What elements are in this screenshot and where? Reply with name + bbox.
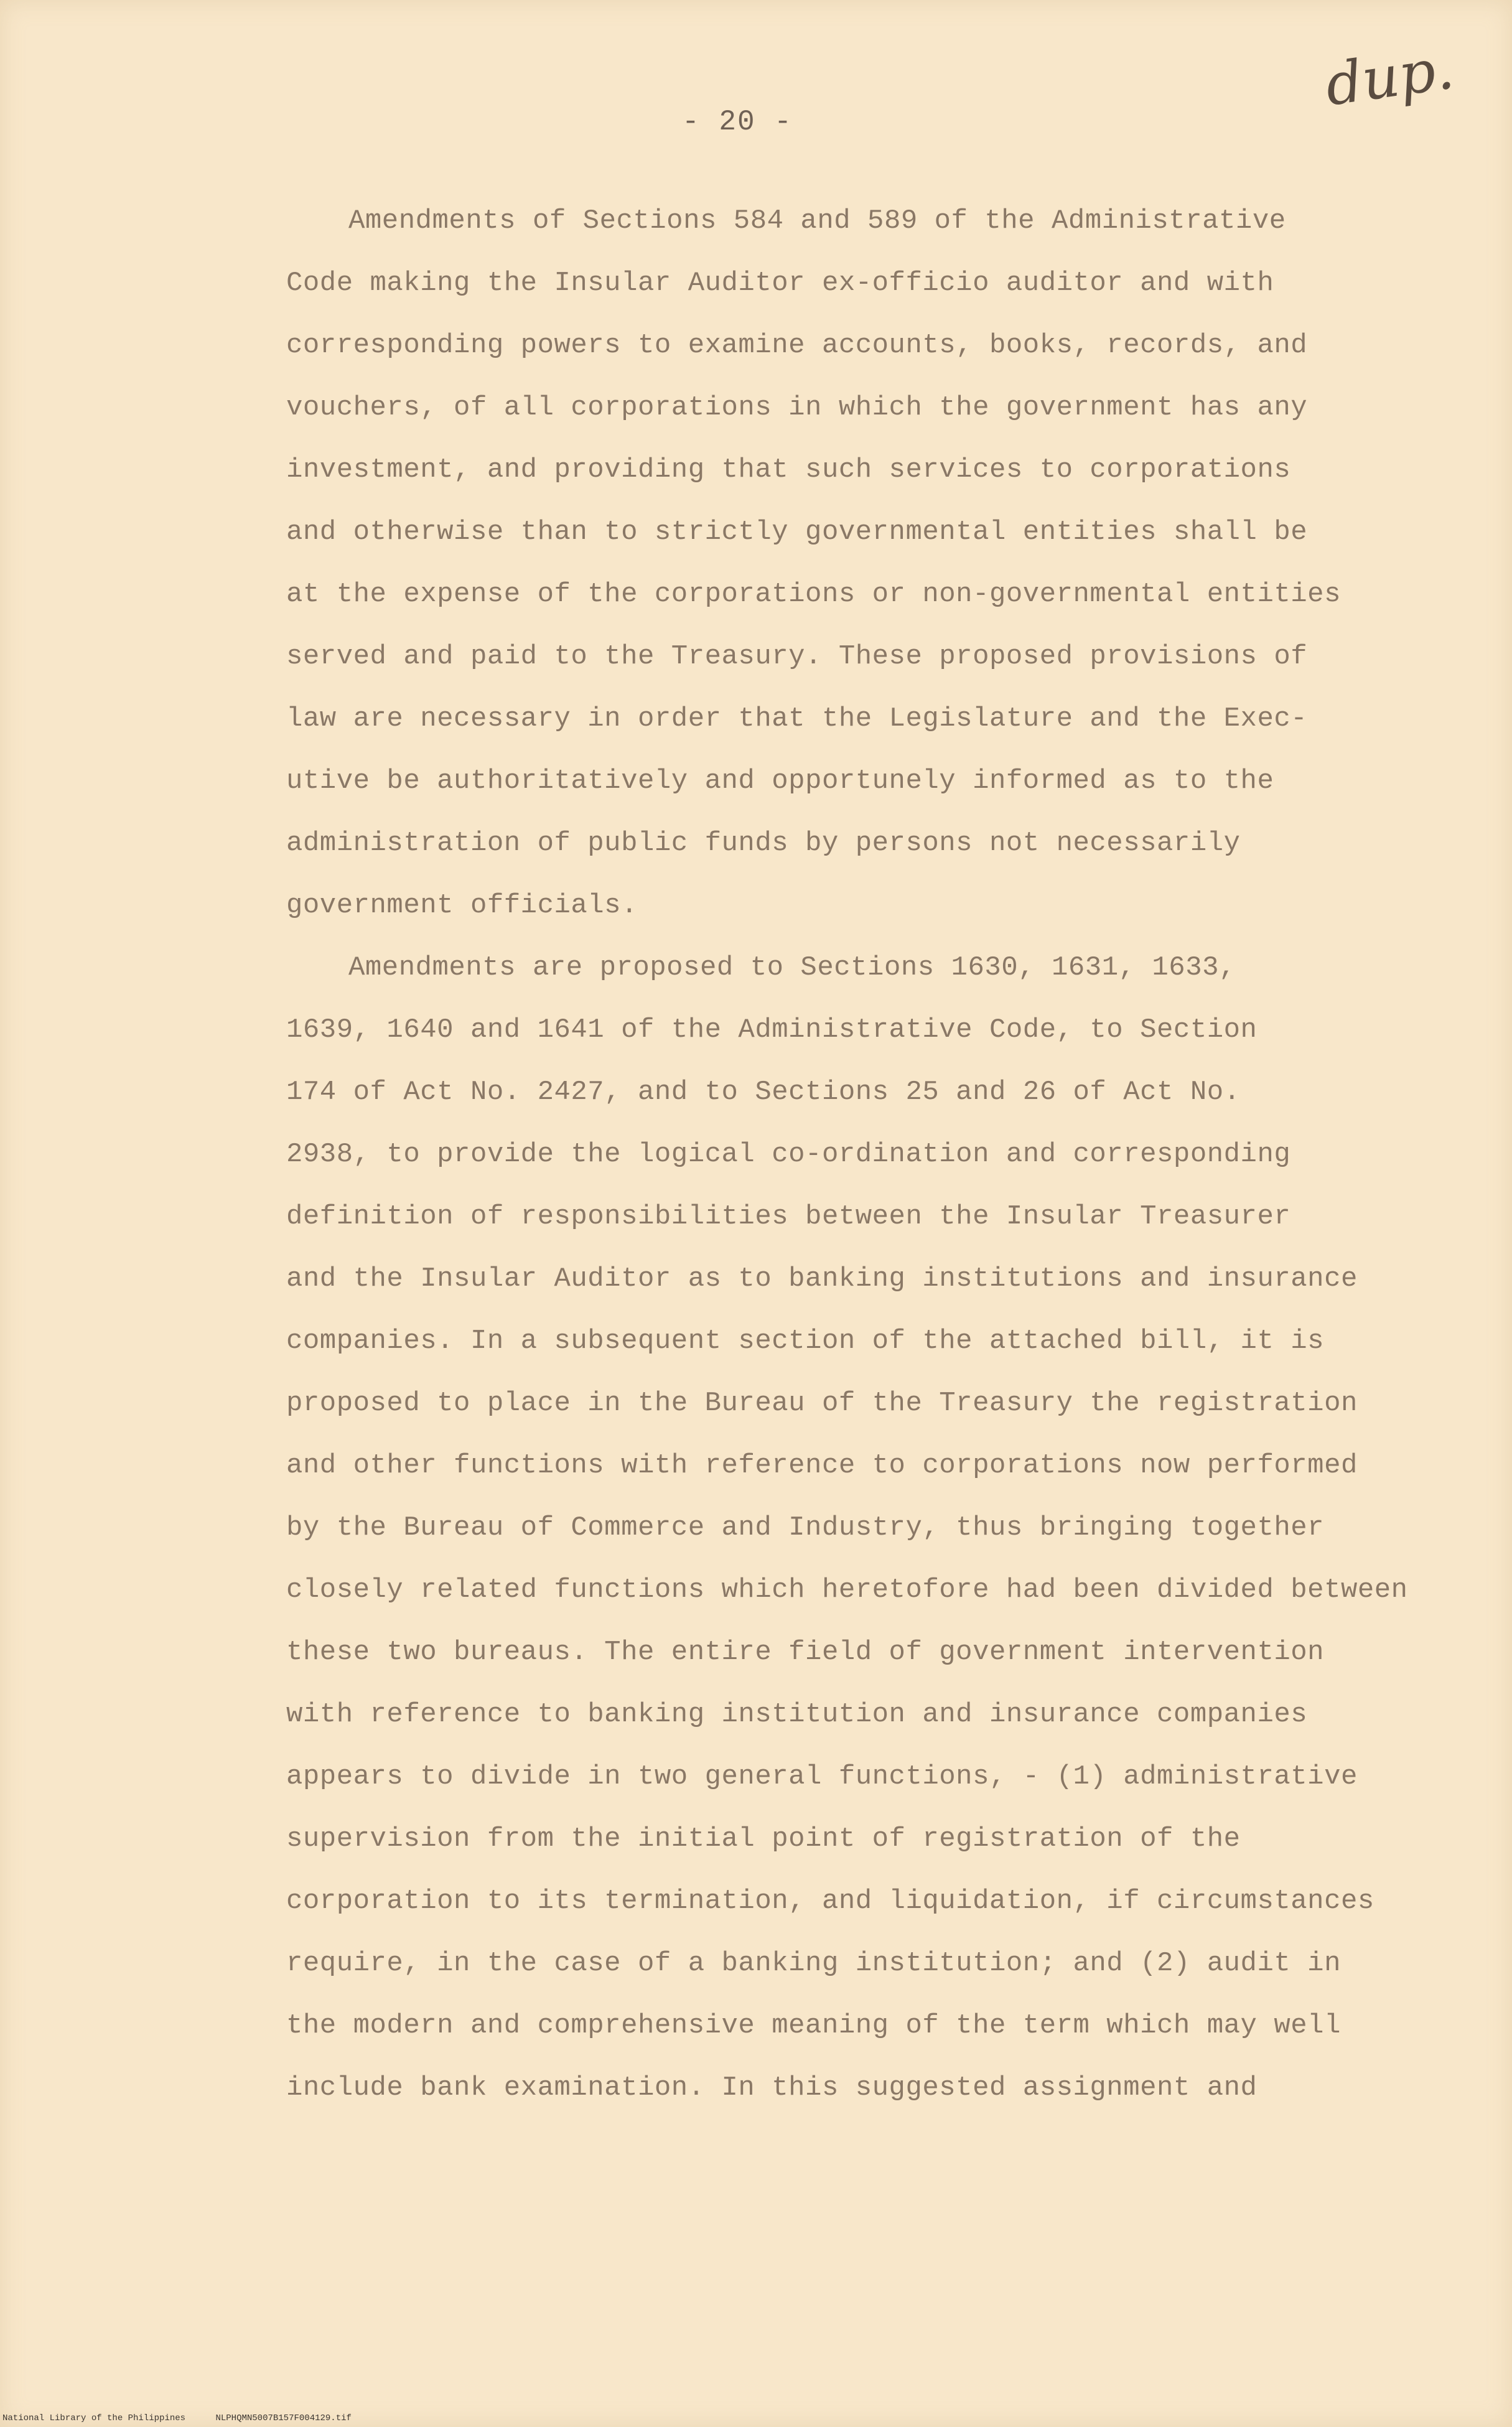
text-line: these two bureaus. The entire field of government intervention <box>286 1637 1325 1668</box>
text-line: with reference to banking institution and insurance companies <box>286 1699 1308 1730</box>
text-line: 174 of Act No. 2427, and to Sections 25 and 26 of Act No. <box>286 1077 1241 1108</box>
text-line: require, in the case of a banking institution; and (2) audit in <box>286 1948 1341 1979</box>
text-line: Code making the Insular Auditor ex-officio auditor and with <box>286 268 1274 299</box>
text-line: corresponding powers to examine accounts, books, records, and <box>286 330 1308 361</box>
handwritten-annotation: dup. <box>1321 35 1458 119</box>
text-line: served and paid to the Treasury. These proposed provisions of <box>286 641 1308 672</box>
text-line: utive be authoritatively and opportunely informed as to the <box>286 765 1274 797</box>
text-line: closely related functions which heretofore had been divided between <box>286 1574 1408 1606</box>
text-line: supervision from the initial point of registration of the <box>286 1823 1241 1854</box>
text-line: and the Insular Auditor as to banking institutions and insurance <box>286 1263 1358 1294</box>
text-line: by the Bureau of Commerce and Industry, thus bringing together <box>286 1512 1325 1543</box>
footer-filename: NLPHQMN5007B157F004129.tif <box>215 2413 352 2423</box>
text-line: law are necessary in order that the Legislature and the Exec- <box>286 703 1308 734</box>
text-line: vouchers, of all corporations in which the government has any <box>286 392 1308 423</box>
text-line: corporation to its termination, and liquidation, if circumstances <box>286 1886 1374 1917</box>
text-line: at the expense of the corporations or non-governmental entities <box>286 579 1341 610</box>
text-line: administration of public funds by persons not necessarily <box>286 828 1241 859</box>
text-line: the modern and comprehensive meaning of the term which may well <box>286 2010 1341 2041</box>
text-line: proposed to place in the Bureau of the Treasury the registration <box>286 1388 1358 1419</box>
text-line: Amendments of Sections 584 and 589 of the Administrative <box>348 205 1286 236</box>
body-text <box>286 199 1408 2128</box>
text-line: investment, and providing that such services to corporations <box>286 454 1291 485</box>
scan-footer <box>2 2413 352 2423</box>
text-line: and otherwise than to strictly governmental entities shall be <box>286 517 1308 548</box>
text-line: Amendments are proposed to Sections 1630, 1631, 1633, <box>348 952 1236 983</box>
text-line: government officials. <box>286 890 638 921</box>
footer-library: National Library of the Philippines <box>2 2413 186 2423</box>
page-number: - 20 - <box>682 106 793 138</box>
text-line: 1639, 1640 and 1641 of the Administrative Code, to Section <box>286 1014 1258 1045</box>
text-line: include bank examination. In this suggested assignment and <box>286 2072 1258 2103</box>
text-line: and other functions with reference to corporations now performed <box>286 1450 1358 1481</box>
text-line: appears to divide in two general functions, - (1) administrative <box>286 1761 1358 1792</box>
text-line: definition of responsibilities between the Insular Treasurer <box>286 1201 1291 1232</box>
text-line: 2938, to provide the logical co-ordination and corresponding <box>286 1139 1291 1170</box>
text-line: companies. In a subsequent section of the attached bill, it is <box>286 1326 1325 1357</box>
